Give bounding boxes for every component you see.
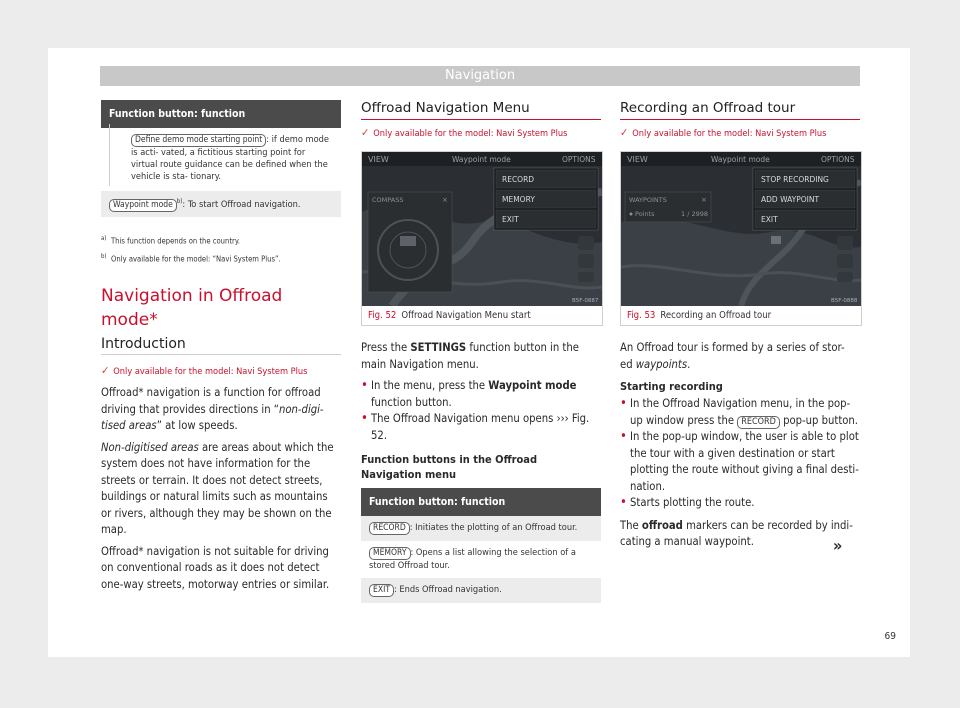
function-key: MEMORY xyxy=(369,547,411,560)
subtitle-text: Introduction xyxy=(101,336,186,353)
subsection-heading: Starting recording xyxy=(620,380,723,393)
body-text xyxy=(620,396,860,551)
footnote-text: This function depends on the country. xyxy=(111,236,240,246)
image-code: B5F-0887 xyxy=(572,298,599,304)
table-header: Function button: function xyxy=(101,100,341,128)
section-title: Offroad Navigation Menu xyxy=(361,100,601,120)
screen-panel-label: COMPASS xyxy=(372,196,404,204)
vehicle-icon xyxy=(400,236,416,246)
nav-screen-image xyxy=(621,152,861,306)
table-row xyxy=(361,578,601,603)
footnotes xyxy=(101,231,341,266)
table-header: Function button: function xyxy=(361,488,601,516)
table-row xyxy=(101,128,341,191)
paragraph: The offroad markers can be recorded by indi- cating a manual waypoint. xyxy=(620,518,853,548)
paragraph: Non-digitised areas are areas about which the system does not have information for the streets or terrain. It does not detect streets, buildings or natural limits such as mountains or rivers, although they may be shown on the map. xyxy=(101,440,334,537)
vehicle-icon xyxy=(771,236,781,244)
close-icon: × xyxy=(701,196,707,204)
check-icon: ✓ xyxy=(620,126,629,139)
chapter-title: Navigation in Offroad mode* xyxy=(101,286,283,331)
function-key: Waypoint mode xyxy=(109,199,177,212)
screen-options-label: OPTIONS xyxy=(821,155,855,164)
availability-text: Only available for the model: Navi System Plus xyxy=(632,128,827,139)
table-heading: Function buttons in the Offroad Navigation menu xyxy=(361,453,538,481)
availability-text: Only available for the model: Navi System Plus xyxy=(373,128,568,139)
column-right xyxy=(620,100,860,556)
section-title: Recording an Offroad tour xyxy=(620,100,860,120)
close-icon: × xyxy=(442,196,448,204)
column-middle xyxy=(361,100,601,603)
availability-note xyxy=(361,126,601,139)
figure-number: Fig. 53 xyxy=(627,310,656,321)
function-key: RECORD xyxy=(369,522,410,535)
row-text: : Opens a list allowing the selection of a stored Offroad tour. xyxy=(369,547,576,571)
menu-item-add-waypoint: ADD WAYPOINT xyxy=(761,195,820,204)
continued-marker: » xyxy=(833,536,843,555)
paragraph: Press the SETTINGS function button in the main Navigation menu. xyxy=(361,341,579,371)
bullet-item: • In the menu, press the Waypoint mode function button. xyxy=(361,378,601,411)
menu-item-record: RECORD xyxy=(502,175,535,184)
nav-screen-image xyxy=(362,152,602,306)
menu-item-stop-recording: STOP RECORDING xyxy=(761,175,829,184)
table-row xyxy=(361,541,601,578)
column-left xyxy=(101,100,341,598)
function-key: RECORD xyxy=(737,416,780,429)
check-icon: ✓ xyxy=(361,126,370,139)
figure-53 xyxy=(620,151,862,326)
body-text xyxy=(361,340,601,444)
body-text xyxy=(620,340,860,373)
footnote xyxy=(101,249,341,267)
figure-caption-text: Offroad Navigation Menu start xyxy=(401,310,531,321)
row-text: : Initiates the plotting of an Offroad tour. xyxy=(409,522,578,533)
table-row xyxy=(101,191,341,217)
table-row xyxy=(361,516,601,541)
figure-caption xyxy=(621,306,861,325)
row-text: : if demo mode is acti- vated, a fictitious starting point for virtual route guidance can be defined when the vehicle is sta- tionary. xyxy=(131,134,329,182)
screen-panel-label: WAYPOINTS xyxy=(629,196,667,204)
row-text: : Ends Offroad navigation. xyxy=(394,584,502,595)
indent-line xyxy=(109,124,110,186)
menu-item-exit: EXIT xyxy=(761,215,778,224)
footnote-ref: b) xyxy=(176,198,183,205)
bullet-item: • In the pop-up window, the user is able to plot the tour with a given destination or start plotting the route without giving a final desti- nation. xyxy=(620,429,860,495)
bullet-item: • In the Offroad Navigation menu, in the pop- up window press the RECORD pop-up button. xyxy=(620,396,860,429)
footnote xyxy=(101,231,341,249)
figure-caption xyxy=(362,306,602,325)
footnote-mark: b) xyxy=(101,252,107,260)
paragraph: Offroad* navigation is a function for offroad driving that provides directions in “non-digi- tised areas” at low speeds. xyxy=(101,386,324,433)
body-text xyxy=(101,385,341,593)
paragraph: Offroad* navigation is not suitable for driving on conventional roads as it does not detect one-way streets, motorway entries or similar. xyxy=(101,544,330,591)
bullet-item: • The Offroad Navigation menu opens ››› Fig. 52. xyxy=(361,411,601,444)
menu-item-memory: MEMORY xyxy=(502,195,535,204)
function-key: EXIT xyxy=(369,584,394,597)
points-label: Points xyxy=(635,210,655,218)
function-key: Define demo mode starting point xyxy=(131,134,266,147)
figure-reference-link[interactable]: ››› Fig. 52 xyxy=(371,412,590,442)
row-text: : To start Offroad navigation. xyxy=(182,199,301,211)
page-number: 69 xyxy=(884,631,896,642)
screen-mode-label: Waypoint mode xyxy=(452,155,511,164)
points-value: 1 / 2998 xyxy=(681,210,708,218)
menu-item-exit: EXIT xyxy=(502,215,519,224)
figure-52 xyxy=(361,151,603,326)
screen-view-label: VIEW xyxy=(368,155,389,164)
availability-note xyxy=(101,364,341,377)
footnote-mark: a) xyxy=(101,235,107,243)
screen-mode-label: Waypoint mode xyxy=(711,155,770,164)
footnote-text: Only available for the model: “Navi System Plus”. xyxy=(111,254,281,264)
screen-view-label: VIEW xyxy=(627,155,648,164)
bullet-item: • Starts plotting the route. xyxy=(620,495,860,512)
section-header: Navigation xyxy=(100,66,860,86)
figure-caption-text: Recording an Offroad tour xyxy=(660,310,772,321)
section-subtitle xyxy=(101,336,341,355)
figure-number: Fig. 52 xyxy=(368,310,397,321)
screen-options-label: OPTIONS xyxy=(562,155,596,164)
availability-note xyxy=(620,126,860,139)
image-code: B5F-0888 xyxy=(831,298,858,304)
check-icon: ✓ xyxy=(101,364,110,378)
availability-text: Only available for the model: Navi System Plus xyxy=(113,366,308,378)
paragraph: An Offroad tour is formed by a series of stor- ed waypoints. xyxy=(620,341,845,371)
